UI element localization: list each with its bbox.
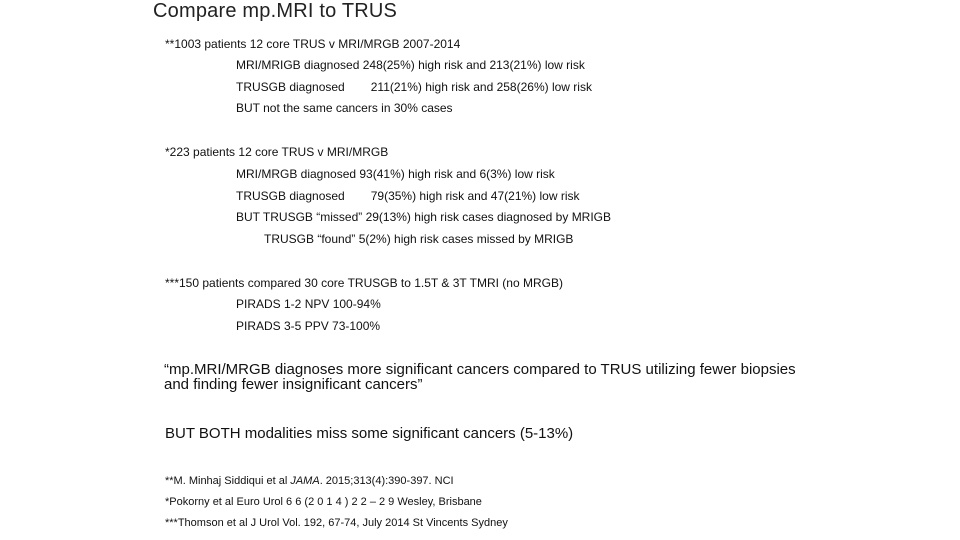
study3-header: ***150 patients compared 30 core TRUSGB to 1.5T & 3T TMRI (no MRGB) <box>165 276 563 290</box>
reference-2: *Pokorny et al Euro Urol 6 6 (2 0 1 4 ) 2 2 – 2 9 Wesley, Brisbane <box>165 496 482 508</box>
study1-header: **1003 patients 12 core TRUS v MRI/MRGB 2007-2014 <box>165 37 461 51</box>
study1-line2-value: 211(21%) high risk and 258(26%) low risk <box>370 80 592 94</box>
study2-line1: MRI/MRGB diagnosed 93(41%) high risk and 6(3%) low risk <box>236 167 555 181</box>
reference-1-prefix: **M. Minhaj Siddiqui et al <box>165 475 291 487</box>
reference-3: ***Thomson et al J Urol Vol. 192, 67-74, July 2014 St Vincents Sydney <box>165 517 508 529</box>
study2-line2-value: 79(35%) high risk and 47(21%) low risk <box>370 189 580 203</box>
study1-line3: BUT not the same cancers in 30% cases <box>236 101 453 115</box>
study2-line2 <box>236 189 580 203</box>
slide-title: Compare mp.MRI to TRUS <box>153 0 398 22</box>
study3-line2: PIRADS 3-5 PPV 73-100% <box>236 319 381 333</box>
reference-1-journal: JAMA <box>290 475 320 487</box>
reference-1 <box>165 475 454 487</box>
study1-line1: MRI/MRIGB diagnosed 248(25%) high risk and 213(21%) low risk <box>236 58 585 72</box>
study2-line3: BUT TRUSGB “missed” 29(13%) high risk cases diagnosed by MRIGB <box>236 210 612 224</box>
study3-line1: PIRADS 1-2 NPV 100-94% <box>236 297 381 311</box>
both-statement: BUT BOTH modalities miss some significant cancers (5-13%) <box>165 425 574 442</box>
conclusion-quote: “mp.MRI/MRGB diagnoses more significant cancers compared to TRUS utilizing fewer biopsies and finding fewer insignificant cancers” <box>164 361 796 393</box>
reference-1-suffix: . 2015;313(4):390-397. NCI <box>319 475 454 487</box>
study2-line4: TRUSGB “found” 5(2%) high risk cases missed by MRIGB <box>264 232 574 246</box>
study2-line2-label: TRUSGB diagnosed <box>236 189 345 203</box>
study1-line2-label: TRUSGB diagnosed <box>236 80 345 94</box>
study1-line2 <box>236 80 592 94</box>
study2-header: *223 patients 12 core TRUS v MRI/MRGB <box>165 145 389 159</box>
